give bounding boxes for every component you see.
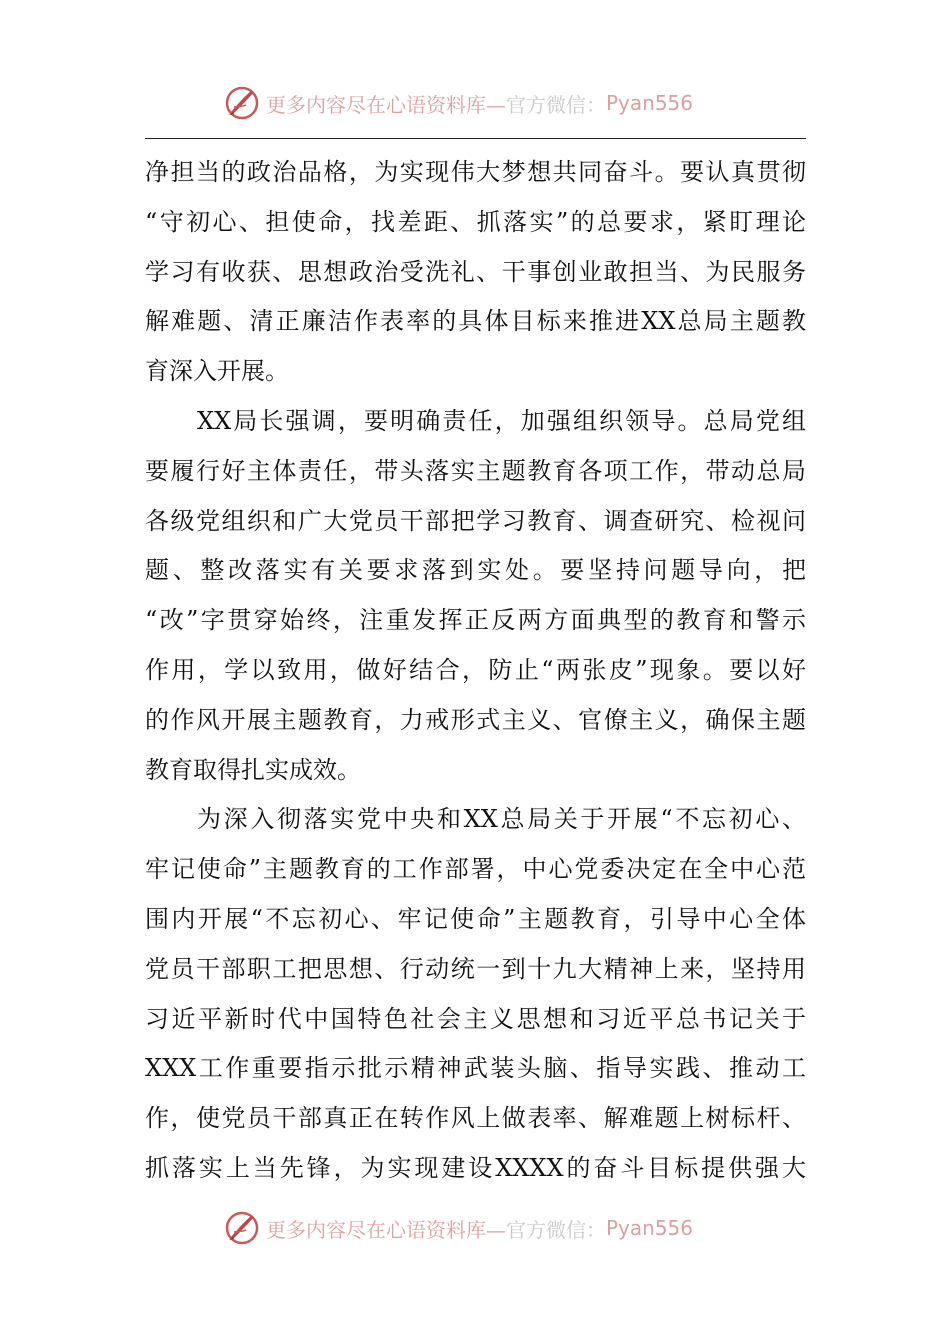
text-line: 为深入彻落实党中央和XX总局关于开展“不忘初心、 (197, 805, 806, 834)
text-line: 作，使党员干部真正在转作风上做表率、解难题上树标杆、 (145, 1104, 806, 1133)
text-line: 题、整改落实有关要求落到实处。要坚持问题导向，把 (145, 556, 806, 585)
text-line: 围内开展“不忘初心、牢记使命”主题教育，引导中心全体 (145, 904, 806, 933)
banner-wechat-id: Pyan556 (606, 1216, 694, 1240)
text-line: 作用，学以致用，做好结合，防止“两张皮”现象。要以好 (145, 655, 806, 684)
text-line: “守初心、担使命，找差距、抓落实”的总要求，紧盯理论 (145, 207, 806, 236)
header-watermark-banner (222, 83, 693, 123)
paragraph (145, 397, 806, 795)
banner-text: 更多内容尽在心语资料库— (266, 1217, 506, 1242)
pen-logo-icon (222, 1208, 262, 1248)
text-line: 习近平新时代中国特色社会主义思想和习近平总书记关于 (145, 1004, 806, 1033)
banner-wechat-label: 官方微信： (506, 1217, 606, 1242)
text-line: 育深入开展。 (145, 357, 289, 386)
paragraph (145, 795, 806, 1193)
banner-wechat-id: Pyan556 (606, 91, 694, 115)
document-body (145, 148, 806, 1194)
text-line: 教育取得扎实成效。 (145, 755, 361, 784)
footer-watermark-banner (222, 1208, 693, 1248)
text-line: 解难题、清正廉洁作表率的具体目标来推进XX总局主题教 (145, 307, 806, 336)
text-line: XX局长强调，要明确责任，加强组织领导。总局党组 (197, 406, 806, 435)
text-line: “改”字贯穿始终，注重发挥正反两方面典型的教育和警示 (145, 606, 806, 635)
text-line: XXX工作重要指示批示精神武装头脑、指导实践、推动工 (145, 1054, 806, 1083)
text-line: 党员干部职工把思想、行动统一到十九大精神上来，坚持用 (145, 954, 806, 983)
paragraph (145, 148, 806, 397)
text-line: 抓落实上当先锋，为实现建设XXXX的奋斗目标提供强大 (145, 1153, 806, 1182)
text-line: 净担当的政治品格，为实现伟大梦想共同奋斗。要认真贯彻 (145, 158, 806, 186)
text-line: 牢记使命”主题教育的工作部署，中心党委决定在全中心范 (145, 855, 806, 884)
banner-text: 更多内容尽在心语资料库— (266, 92, 506, 117)
header-divider (145, 138, 806, 139)
text-line: 各级党组织和广大党员干部把学习教育、调查研究、检视问 (145, 506, 806, 535)
text-line: 学习有收获、思想政治受洗礼、干事创业敢担当、为民服务 (145, 257, 806, 286)
text-line: 要履行好主体责任，带头落实主题教育各项工作，带动总局 (145, 456, 806, 485)
pen-logo-icon (222, 83, 262, 123)
banner-wechat-label: 官方微信： (506, 92, 606, 117)
text-line: 的作风开展主题教育，力戒形式主义、官僚主义，确保主题 (145, 705, 806, 734)
